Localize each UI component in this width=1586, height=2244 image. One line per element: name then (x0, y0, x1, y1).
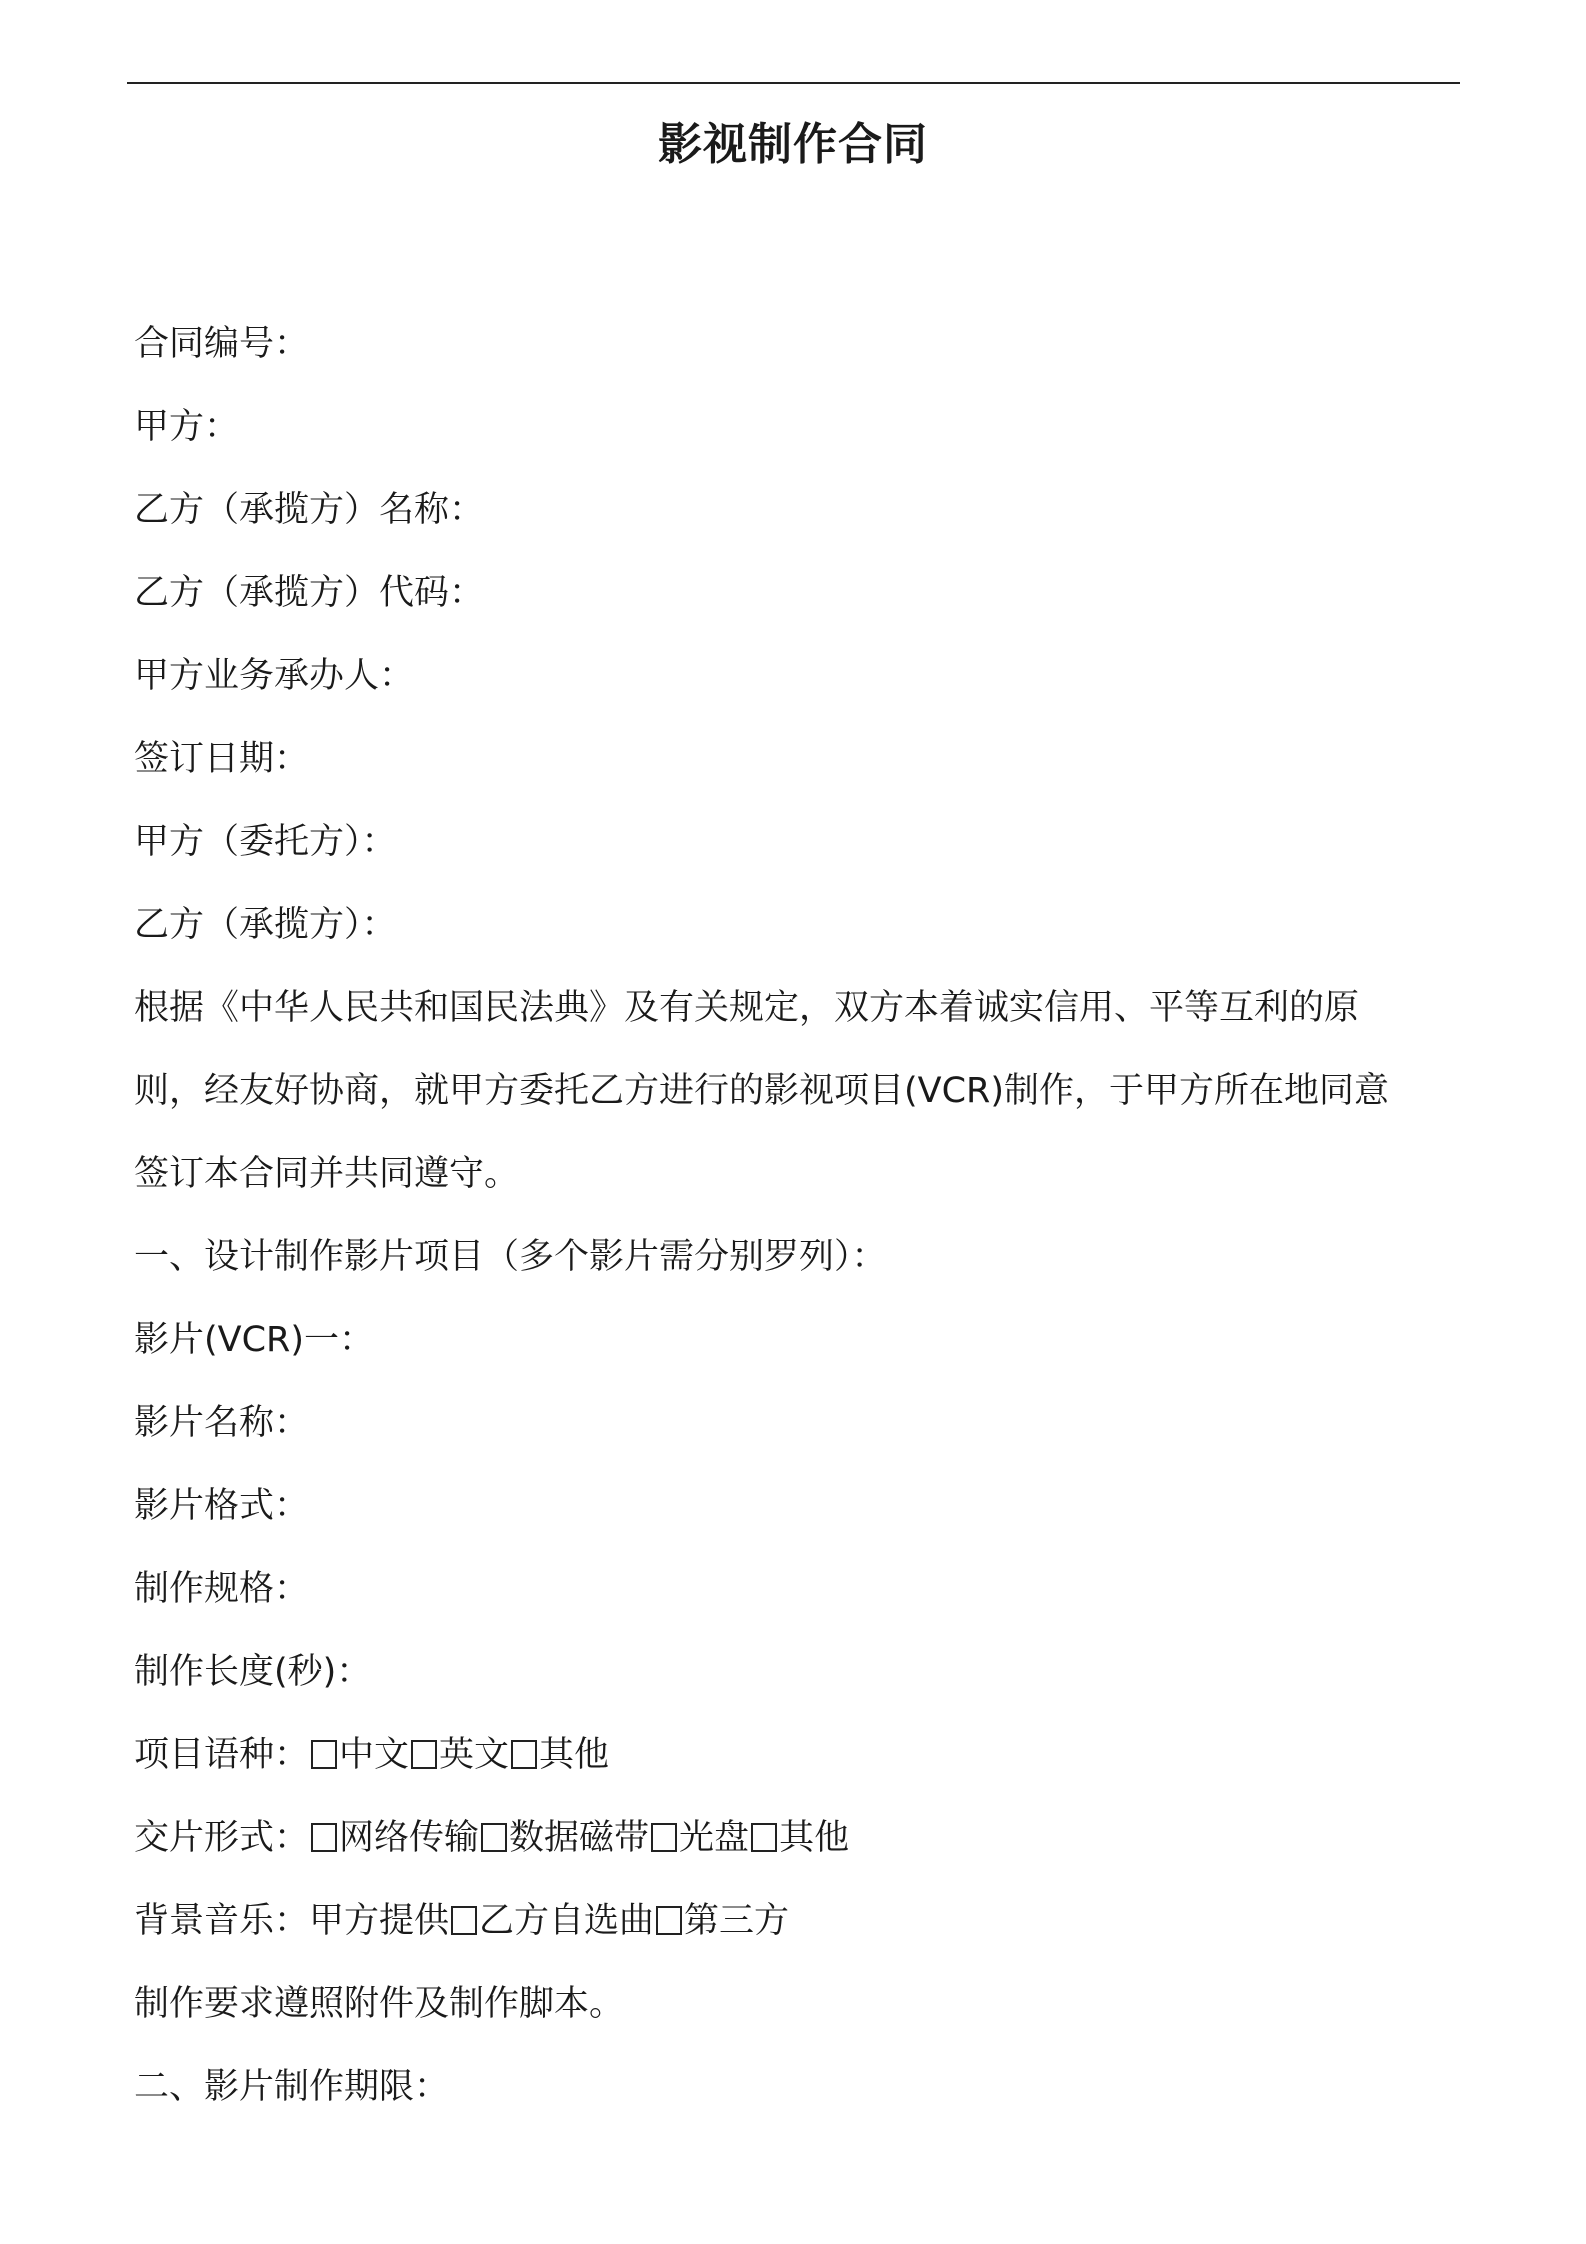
option-english: 英文 (439, 1735, 510, 1775)
option-other-delivery: 其他 (779, 1818, 850, 1858)
preamble-line: 签订本合同并共同遵守。 (134, 1154, 520, 1194)
film-format-field: 影片格式： (134, 1486, 310, 1526)
requirement-note: 制作要求遵照附件及制作脚本。 (134, 1984, 625, 2024)
option-third-party: 第三方 (684, 1901, 790, 1941)
preamble-paragraph (134, 967, 1464, 1216)
checkbox-english[interactable] (411, 1740, 437, 1769)
document-title: 影视制作合同 (658, 119, 928, 170)
checkbox-self-selected[interactable] (451, 1906, 477, 1935)
language-row (134, 1714, 1464, 1797)
field-party-b-contractor: 乙方（承揽方）： (134, 905, 397, 945)
field-party-b-code: 乙方（承揽方）代码： (134, 573, 485, 613)
language-label: 项目语种： (134, 1735, 310, 1775)
duration-field: 制作长度(秒)： (134, 1652, 372, 1692)
document-body (134, 303, 1464, 2129)
option-party-a-provides: 甲方提供 (309, 1901, 450, 1941)
preamble-line: 则，经友好协商，就甲方委托乙方进行的影视项目(VCR)制作，于甲方所在地同意 (134, 1071, 1390, 1111)
checkbox-disc[interactable] (651, 1823, 677, 1852)
field-contract-no: 合同编号： (134, 324, 310, 364)
delivery-row (134, 1797, 1464, 1880)
film-name-field: 影片名称： (134, 1403, 310, 1443)
checkbox-other-delivery[interactable] (751, 1823, 777, 1852)
section-1-heading: 一、设计制作影片项目（多个影片需分别罗列）： (134, 1237, 887, 1277)
option-self-selected: 乙方自选曲 (479, 1901, 655, 1941)
field-party-b-name: 乙方（承揽方）名称： (134, 490, 485, 530)
field-sign-date: 签订日期： (134, 739, 310, 779)
field-party-a-client: 甲方（委托方）： (134, 822, 397, 862)
checkbox-chinese[interactable] (311, 1740, 337, 1769)
option-data-tape: 数据磁带 (509, 1818, 650, 1858)
film-one-label: 影片(VCR)一： (134, 1320, 375, 1360)
option-disc: 光盘 (679, 1818, 750, 1858)
checkbox-other-language[interactable] (511, 1740, 537, 1769)
checkbox-data-tape[interactable] (481, 1823, 507, 1852)
option-other-language: 其他 (539, 1735, 610, 1775)
field-party-a: 甲方： (134, 407, 240, 447)
delivery-label: 交片形式： (134, 1818, 310, 1858)
checkbox-third-party[interactable] (656, 1906, 682, 1935)
header-rule (127, 82, 1460, 84)
checkbox-network[interactable] (311, 1823, 337, 1852)
music-label: 背景音乐： (134, 1901, 310, 1941)
music-row (134, 1880, 1464, 1963)
option-network: 网络传输 (339, 1818, 480, 1858)
option-chinese: 中文 (339, 1735, 410, 1775)
section-2-heading: 二、影片制作期限： (134, 2067, 450, 2107)
preamble-line: 根据《中华人民共和国民法典》及有关规定，双方本着诚实信用、平等互利的原 (134, 988, 1360, 1028)
spec-field: 制作规格： (134, 1569, 310, 1609)
field-party-a-handler: 甲方业务承办人： (134, 656, 415, 696)
